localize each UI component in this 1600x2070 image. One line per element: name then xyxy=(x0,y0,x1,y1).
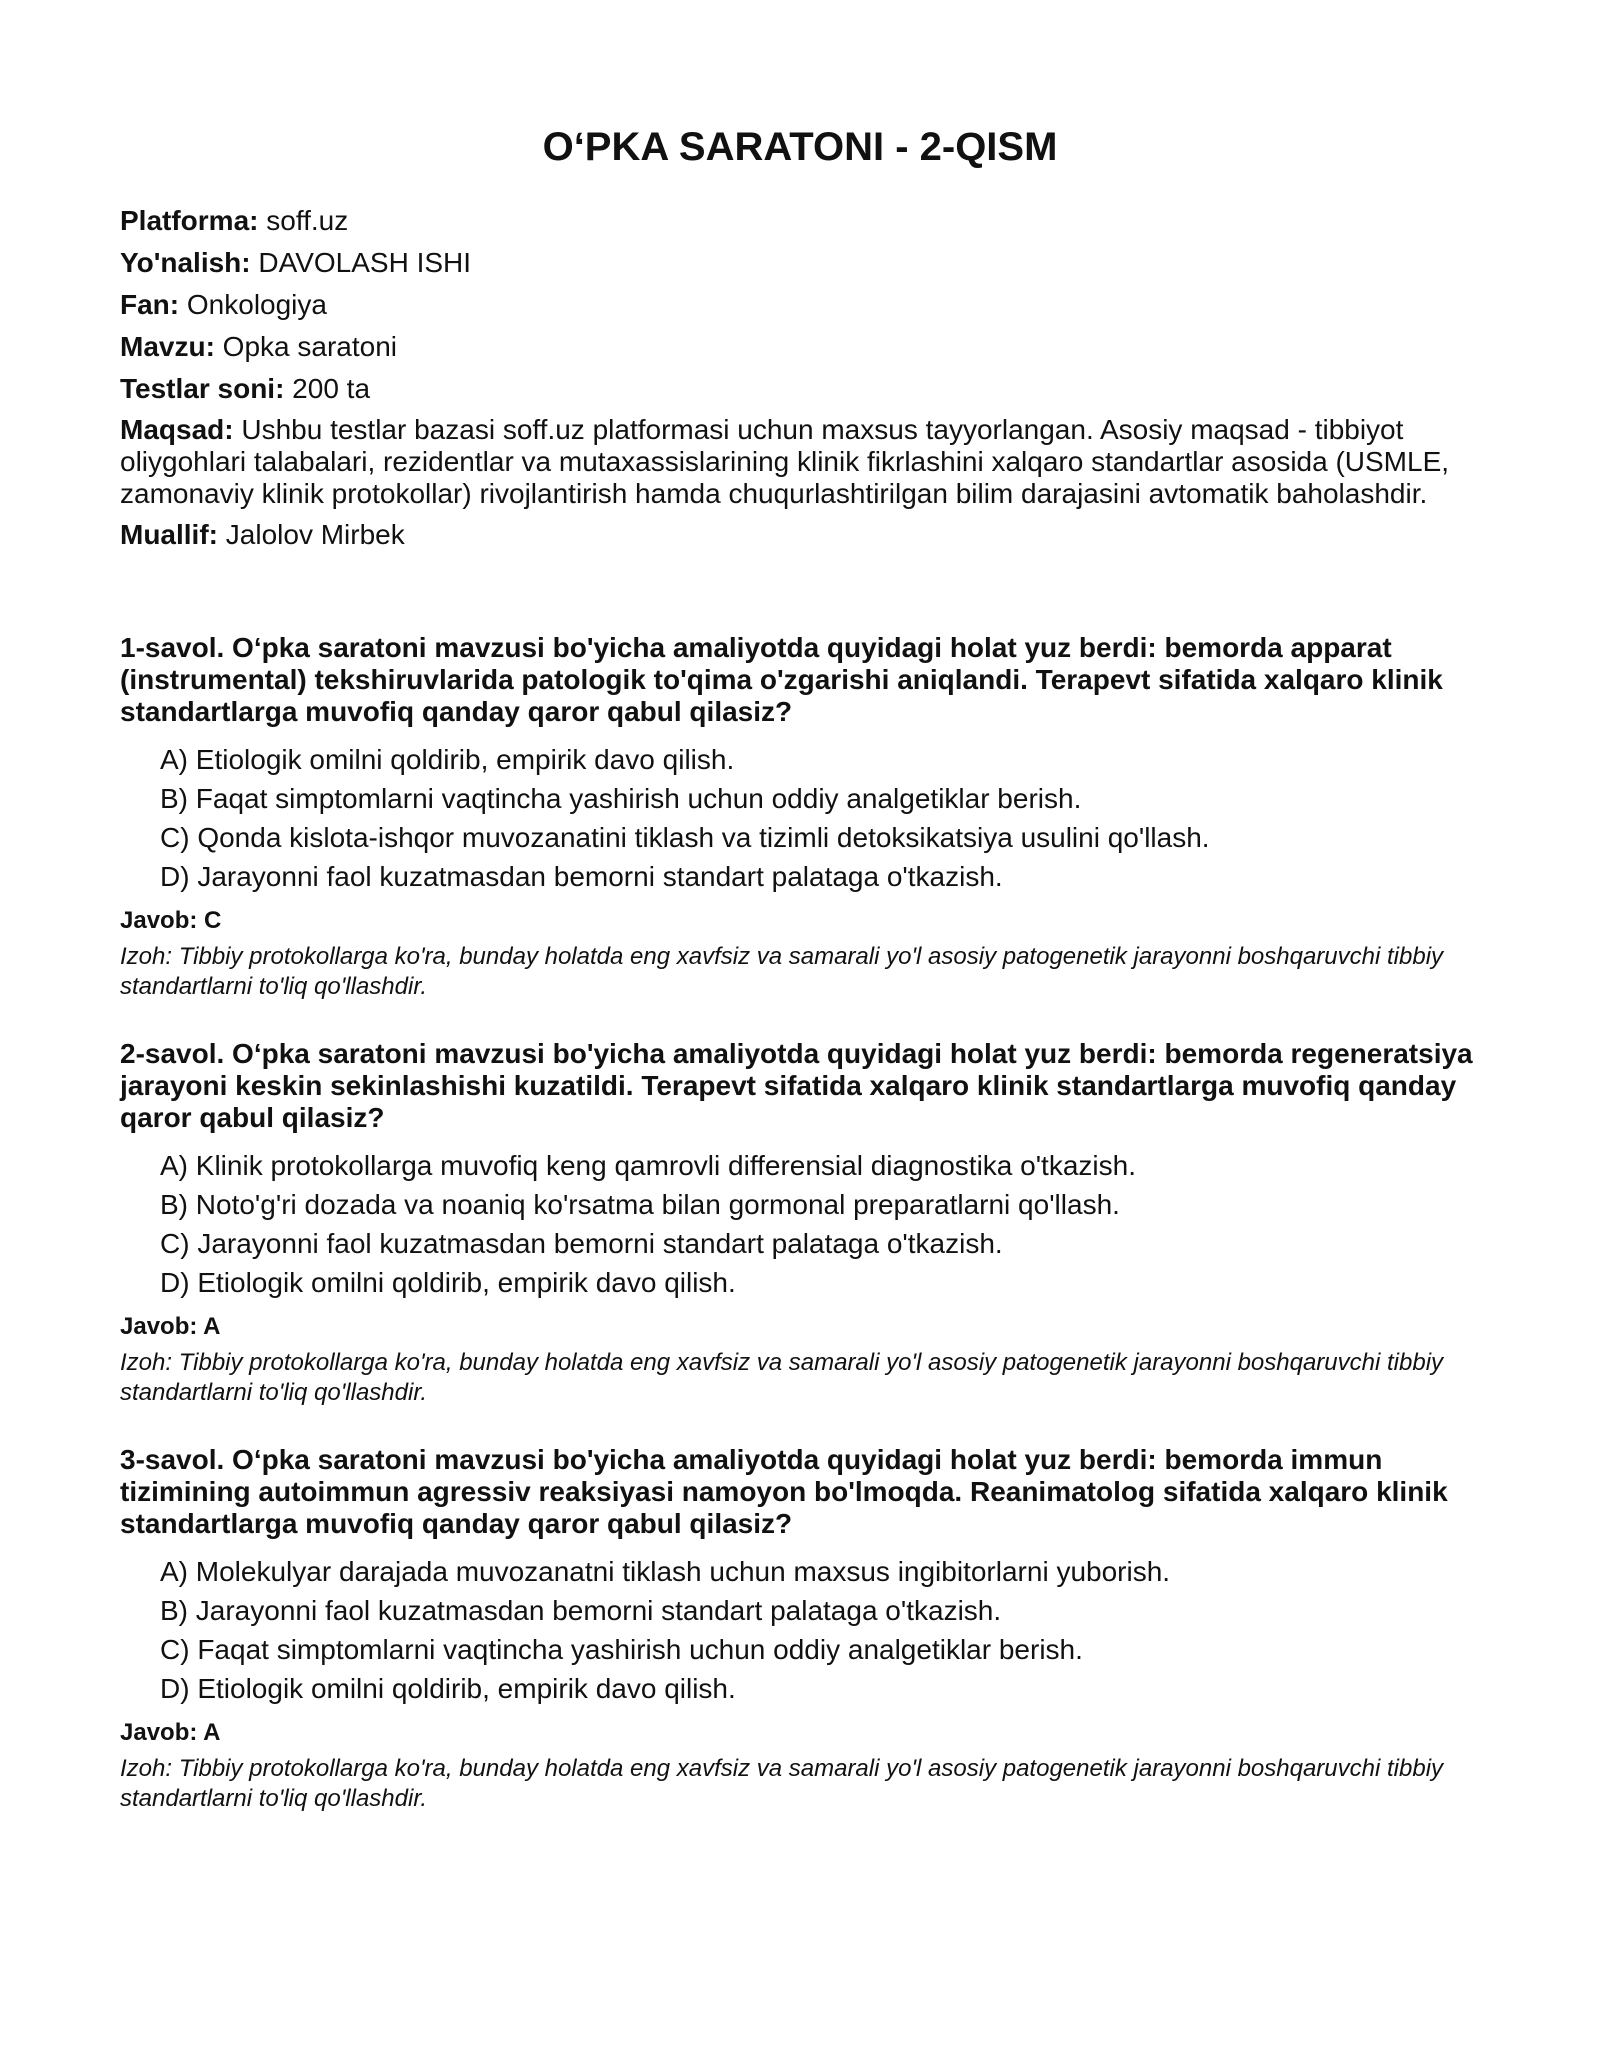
meta-value: DAVOLASH ISHI xyxy=(250,247,472,278)
meta-platforma xyxy=(120,204,1480,238)
meta-value: Ushbu testlar bazasi soff.uz platformasi uchun maxsus tayyorlangan. Asosiy maqsad - tibbiyot oliygohlari talabalari, rezidentlar va mutaxassislarining klinik fikrlashini xalqaro standartlar asosida (USMLE, zamonaviy klinik protokollar) rivojlantirish hamda chuqurlashtirilgan bilim darajasini avtomatik baholashdir. xyxy=(120,414,1450,509)
meta-value: Opka saratoni xyxy=(214,331,398,362)
option-c: C) Qonda kislota-ishqor muvozanatini tiklash va tizimli detoksikatsiya usulini qo'llash. xyxy=(160,822,1210,853)
meta-testlar-soni xyxy=(120,372,1480,406)
explanation: Izoh: Tibbiy protokollarga ko'ra, bunday holatda eng xavfsiz va samarali yo'l asosiy patogenetik jarayonni boshqaruvchi tibbiy standartlarni to'liq qo'llashdir. xyxy=(120,1349,1444,1406)
question-text: 2-savol. O‘pka saratoni mavzusi bo'yicha amaliyotda quyidagi holat yuz berdi: bemorda regeneratsiya jarayoni keskin sekinlashishi kuzatildi. Terapevt sifatida xalqaro klinik standartlarga muvofiq qanday qaror qabul qilasiz? xyxy=(120,1038,1473,1133)
document-title: O‘PKA SARATONI - 2-QISM xyxy=(542,125,1058,169)
option-a: A) Etiologik omilni qoldirib, empirik davo qilish. xyxy=(160,744,735,775)
option-c: C) Jarayonni faol kuzatmasdan bemorni standart palataga o'tkazish. xyxy=(160,1228,1003,1259)
options-list xyxy=(160,1552,1480,1708)
question-block xyxy=(120,1038,1480,1408)
meta-label: Fan: xyxy=(120,289,180,320)
option-d: D) Etiologik omilni qoldirib, empirik davo qilish. xyxy=(160,1673,736,1704)
option-b: B) Jarayonni faol kuzatmasdan bemorni standart palataga o'tkazish. xyxy=(160,1595,1002,1626)
option-d: D) Etiologik omilni qoldirib, empirik davo qilish. xyxy=(160,1267,736,1298)
question-text: 3-savol. O‘pka saratoni mavzusi bo'yicha amaliyotda quyidagi holat yuz berdi: bemorda immun tizimining autoimmun agressiv reaksiyasi namoyon bo'lmoqda. Reanimatolog sifatida xalqaro klinik standartlarga muvofiq qanday qaror qabul qilasiz? xyxy=(120,1444,1448,1539)
section-spacer xyxy=(120,560,1480,632)
meta-value: 200 ta xyxy=(284,373,371,404)
meta-muallif xyxy=(120,518,1480,552)
meta-maqsad xyxy=(120,414,1480,510)
explanation: Izoh: Tibbiy protokollarga ko'ra, bunday holatda eng xavfsiz va samarali yo'l asosiy patogenetik jarayonni boshqaruvchi tibbiy standartlarni to'liq qo'llashdir. xyxy=(120,943,1444,1000)
meta-label: Testlar soni: xyxy=(120,373,285,404)
option-a: A) Molekulyar darajada muvozanatni tiklash uchun maxsus ingibitorlarni yuborish. xyxy=(160,1556,1171,1587)
option-a: A) Klinik protokollarga muvofiq keng qamrovli differensial diagnostika o'tkazish. xyxy=(160,1150,1136,1181)
option-d: D) Jarayonni faol kuzatmasdan bemorni standart palataga o'tkazish. xyxy=(160,861,1003,892)
meta-value: soff.uz xyxy=(258,205,349,236)
question-block xyxy=(120,1444,1480,1814)
answer: Javob: A xyxy=(120,1719,221,1746)
meta-fan xyxy=(120,288,1480,322)
meta-label: Platforma: xyxy=(120,205,259,236)
meta-label: Muallif: xyxy=(120,519,218,550)
meta-label: Yo'nalish: xyxy=(120,247,251,278)
option-b: B) Faqat simptomlarni vaqtincha yashirish uchun oddiy analgetiklar berish. xyxy=(160,783,1082,814)
meta-label: Mavzu: xyxy=(120,331,215,362)
meta-section xyxy=(120,204,1480,552)
explanation: Izoh: Tibbiy protokollarga ko'ra, bunday holatda eng xavfsiz va samarali yo'l asosiy patogenetik jarayonni boshqaruvchi tibbiy standartlarni to'liq qo'llashdir. xyxy=(120,1755,1444,1812)
options-list xyxy=(160,740,1480,896)
option-b: B) Noto'g'ri dozada va noaniq ko'rsatma bilan gormonal preparatlarni qo'llash. xyxy=(160,1189,1120,1220)
option-c: C) Faqat simptomlarni vaqtincha yashirish uchun oddiy analgetiklar berish. xyxy=(160,1634,1083,1665)
meta-yonalish xyxy=(120,246,1480,280)
meta-mavzu xyxy=(120,330,1480,364)
question-block xyxy=(120,632,1480,1002)
answer: Javob: C xyxy=(120,907,222,934)
answer: Javob: A xyxy=(120,1313,221,1340)
meta-value: Jalolov Mirbek xyxy=(218,519,405,550)
meta-label: Maqsad: xyxy=(120,414,234,445)
question-text: 1-savol. O‘pka saratoni mavzusi bo'yicha amaliyotda quyidagi holat yuz berdi: bemorda apparat (instrumental) tekshiruvlarida patologik to'qima o'zgarishi aniqlandi. Terapevt sifatida xalqaro klinik standartlarga muvofiq qanday qaror qabul qilasiz? xyxy=(120,632,1443,727)
meta-value: Onkologiya xyxy=(179,289,327,320)
options-list xyxy=(160,1146,1480,1302)
